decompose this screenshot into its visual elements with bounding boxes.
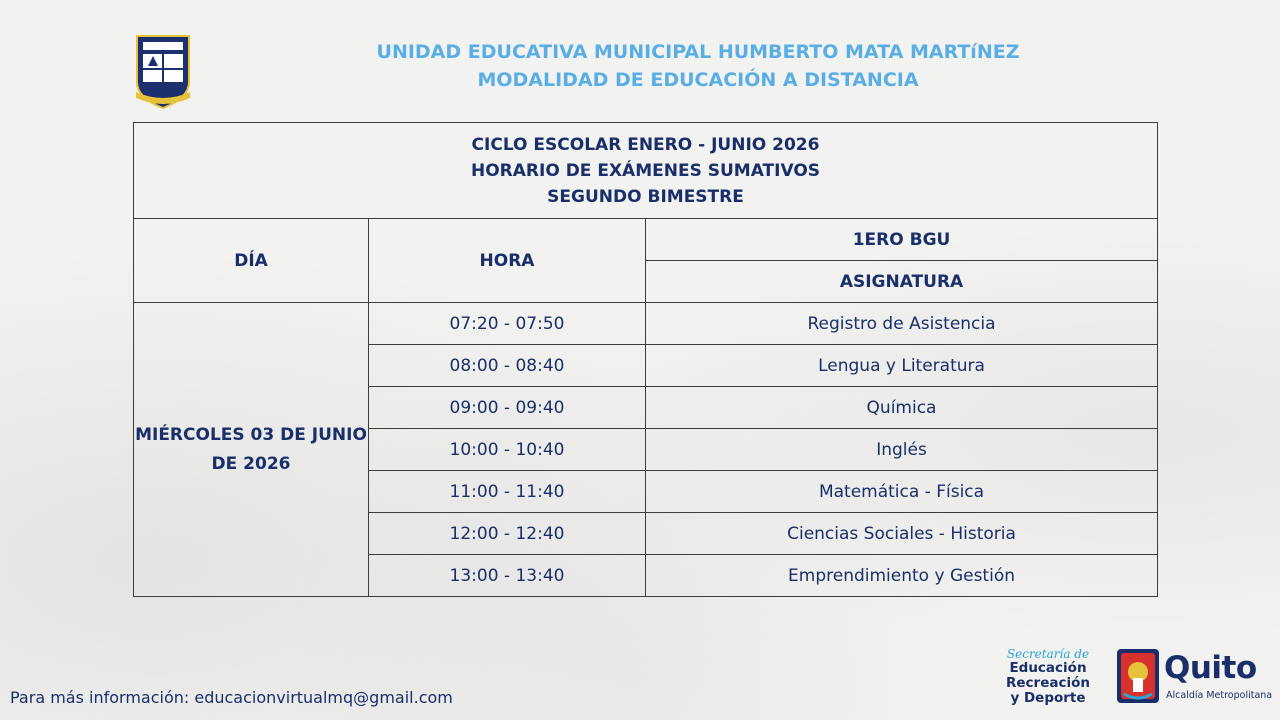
modality-title: MODALIDAD DE EDUCACIÓN A DISTANCIA — [477, 69, 919, 91]
row-subject: Matemática - Física — [646, 471, 1158, 513]
quito-crest-icon — [1116, 648, 1160, 704]
row-hour: 12:00 - 12:40 — [369, 513, 646, 555]
secretaria-line3: y Deporte — [1010, 690, 1086, 706]
row-hour: 09:00 - 09:40 — [369, 387, 646, 429]
header-day: DÍA — [134, 219, 369, 303]
header-subject: ASIGNATURA — [646, 261, 1158, 303]
school-name: UNIDAD EDUCATIVA MUNICIPAL HUMBERTO MATA MARTíNEZ — [376, 41, 1020, 63]
school-crest-icon — [134, 34, 192, 110]
row-subject: Emprendimiento y Gestión — [646, 555, 1158, 597]
row-hour: 11:00 - 11:40 — [369, 471, 646, 513]
quito-sub: Alcaldía Metropolitana — [1166, 690, 1273, 701]
row-subject: Química — [646, 387, 1158, 429]
contact-info: Para más información: educacionvirtualmq@gmail.com — [10, 688, 453, 707]
row-subject: Registro de Asistencia — [646, 303, 1158, 345]
secretaria-script: Secretaría de — [1006, 647, 1090, 661]
row-hour: 07:20 - 07:50 — [369, 303, 646, 345]
row-hour: 08:00 - 08:40 — [369, 345, 646, 387]
schedule-title: HORARIO DE EXÁMENES SUMATIVOS — [470, 160, 821, 181]
row-subject: Inglés — [646, 429, 1158, 471]
header-titles — [300, 38, 1096, 94]
row-subject: Ciencias Sociales - Historia — [646, 513, 1158, 555]
row-hour: 13:00 - 13:40 — [369, 555, 646, 597]
secretaria-line1: Educación — [1009, 660, 1087, 676]
header-course: 1ERO BGU — [646, 219, 1158, 261]
header-hour: HORA — [369, 219, 646, 303]
exam-date: MIÉRCOLES 03 DE JUNIO DE 2026 — [134, 303, 369, 597]
exam-schedule-table — [133, 122, 1158, 597]
secretaria-line2: Recreación — [1006, 675, 1090, 691]
period-label: SEGUNDO BIMESTRE — [547, 186, 744, 207]
quito-logo — [1116, 646, 1276, 708]
table-row — [134, 303, 1158, 345]
secretaria-logo — [998, 648, 1098, 706]
schedule-heading — [134, 123, 1158, 219]
row-hour: 10:00 - 10:40 — [369, 429, 646, 471]
row-subject: Lengua y Literatura — [646, 345, 1158, 387]
quito-name: Quito — [1164, 650, 1257, 686]
cycle-label: CICLO ESCOLAR ENERO - JUNIO 2026 — [471, 134, 820, 155]
